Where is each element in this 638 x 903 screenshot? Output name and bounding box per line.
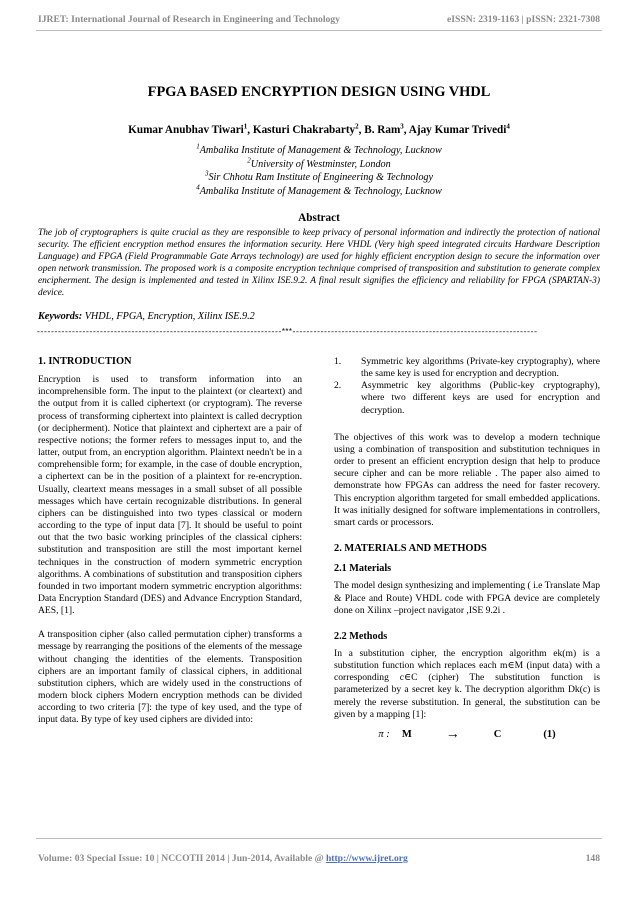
aff-sup: 1	[196, 142, 200, 151]
equation-domain: M	[401, 728, 412, 740]
journal-name: IJRET: International Journal of Research in Engineering and Technology	[38, 14, 340, 25]
affiliation	[0, 144, 638, 158]
aff-sup: 2	[247, 156, 251, 165]
running-header	[38, 14, 600, 25]
section-heading: 2. MATERIALS AND METHODS	[334, 543, 487, 555]
paragraph: In a substitution cipher, the encryption algorithm ek(m) is a substitution function which replaces each m∈M (input data) with a corresponding c∈C (cipher) The substitution function is parameterized by a secret key k. The decryption algorithm Dk(c) is merely the reverse substitution. In general, the substitution can be given by a mapping [1]:	[334, 647, 600, 720]
footer-rule	[36, 838, 602, 839]
list-text: Symmetric key algorithms (Private-key cryptography), where the same key is used for encryption and decryption.	[361, 356, 600, 380]
author-sup: 3	[400, 122, 404, 131]
subsection-heading: 2.1 Materials	[334, 563, 392, 575]
author: Ajay Kumar Trivedi	[408, 124, 507, 136]
list-item	[334, 356, 600, 380]
paragraph: Encryption is used to transform information into an incomprehensible form. The input to the plaintext (or cleartext) and the output from it is called ciphertext (or cryptogram). The reverse process of transforming ciphertext into plaintext is called decryption (or decipherment). Notice that plaintext and ciphertext are a pair of respective notions; the former refers to messages input to, and the latter, output from, an encryption algorithm. Plaintext needn't be in a comprehensible form; for example, in the case of double encryption, a ciphertext can be in the position of a plaintext for re-encryption. Usually, cleartext means messages in a small subset of all possible messages which have certain recognizable distributions. In general ciphers can be distinguished into two types classical or modern according to the type of input data [7]. It should be useful to point out that the two basic working principles of the classical ciphers: substitution and transposition are still the most important kernel techniques in the construction of modern symmetric encryption algorithms. A combinations of substitution and transposition ciphers founded in two important modern symmetric encryption algorithms: Data Encryption Standard (DES) and Advance Encryption Standard, AES, [1].	[38, 374, 302, 617]
page-number: 148	[585, 853, 600, 864]
header-rule	[36, 30, 602, 31]
author: Kumar Anubhav Tiwari	[128, 124, 244, 136]
issn: eISSN: 2319-1163 | pISSN: 2321-7308	[447, 14, 600, 25]
equation-codomain: C	[493, 728, 502, 740]
affiliations	[0, 144, 638, 198]
aff-text: University of Westminster, London	[250, 158, 391, 170]
separator-line: ----------------------------------------------------------------------***----------------------------------------------------------------------	[36, 328, 537, 337]
aff-text: Ambalika Institute of Management & Technology, Lucknow	[199, 145, 442, 156]
equation-number: (1)	[543, 728, 556, 740]
aff-sup: 4	[196, 183, 200, 192]
keywords-value: VHDL, FPGA, Encryption, Xilinx ISE.9.2	[84, 311, 255, 322]
paper-title: FPGA BASED ENCRYPTION DESIGN USING VHDL	[147, 84, 491, 100]
keywords-label: Keywords:	[38, 311, 83, 322]
footer-volume-text: Volume: 03 Special Issue: 10 | NCCOTII 2014 | Jun-2014, Available @	[38, 853, 326, 864]
affiliation	[0, 158, 638, 172]
author: B. Ram	[364, 124, 401, 136]
affiliation	[0, 185, 638, 199]
right-column	[334, 356, 600, 741]
right-arrow-icon: →	[445, 726, 460, 742]
author: Kasturi Chakrabarty	[252, 124, 356, 136]
list-number: 1.	[334, 356, 342, 367]
keywords	[38, 311, 600, 322]
list-number: 2.	[334, 380, 342, 392]
page-footer	[38, 853, 600, 864]
paragraph: The objectives of this work was to develop a modern technique using a combination of transposition and substitution techniques in order to present an efficient encryption design that help to produce secure cipher and can be more reliable . The paper also aimed to demonstrate how FPGAs can address the need for faster recovery. This encryption algorithm targeted for small embedded applications. It was initially designed for software implementations in controllers, smart cards or processors.	[334, 431, 600, 528]
equation	[334, 726, 600, 742]
paragraph: The model design synthesizing and implementing ( i.e Translate Map & Place and Route) VHDL code with FPGA device are completely done on Xilinx –project navigator ,ISE 9.2i .	[334, 580, 600, 616]
aff-text: Ambalika Institute of Management & Technology, Lucknow	[199, 185, 442, 197]
abstract-heading: Abstract	[298, 212, 340, 224]
affiliation	[0, 171, 638, 185]
author-list: Kumar Anubhav Tiwari$^1$, Kasturi Chakrabarty$^2$, B. Ram$^3$, Ajay Kumar Trivedi$^4$	[128, 122, 510, 136]
aff-sup: 3	[204, 169, 209, 178]
list-item	[334, 380, 600, 416]
paragraph: A transposition cipher (also called permutation cipher) transforms a message by rearranging the positions of the elements of the message without changing the identities of the elements. Transposition ciphers are an important family of classical ciphers, in additional substitution ciphers, which are widely used in the constructions of modern block ciphers Modern encryption methods can be divided according to two criteria [7]: the type of key used, and the type of input data. By type of key used ciphers are divided into:	[38, 629, 302, 726]
left-column	[38, 356, 302, 727]
subsection-heading: 2.2 Methods	[334, 630, 388, 642]
author-sup: 1	[243, 122, 248, 131]
author-sup: 2	[355, 122, 359, 131]
footer-volume	[38, 853, 408, 864]
abstract-text: The job of cryptographers is quite crucial as they are responsible to keep privacy of personal information and indirectly the protection of national security. The efficient encryption method ensures the information security. Here VHDL (Very high speed integrated circuits Hardware Description Language) and FPGA (Field Programmable Gate Arrays technology) are used for highly efficient encryption design to secure the information over open network transmission. The proposed work is a composite encryption technique comprised of transposition and substitution to generate complex encipherment. The design is implemented and tested in Xilinx ISE.9.2. A final result signifies the efficiency and reliability for FPGA (SPARTAN-3) device.	[38, 228, 600, 299]
journal-link[interactable]: http://www.ijret.org	[325, 853, 408, 864]
list-text: Asymmetric key algorithms (Public-key cryptography), where two different keys are used for encryption and decryption.	[361, 380, 600, 416]
section-heading: 1. INTRODUCTION	[38, 356, 132, 367]
author-sup: 4	[506, 122, 510, 131]
equation-lhs: π :	[378, 728, 390, 740]
key-type-list	[334, 356, 600, 417]
aff-text: Sir Chhotu Ram Institute of Engineering & Technology	[208, 172, 434, 183]
